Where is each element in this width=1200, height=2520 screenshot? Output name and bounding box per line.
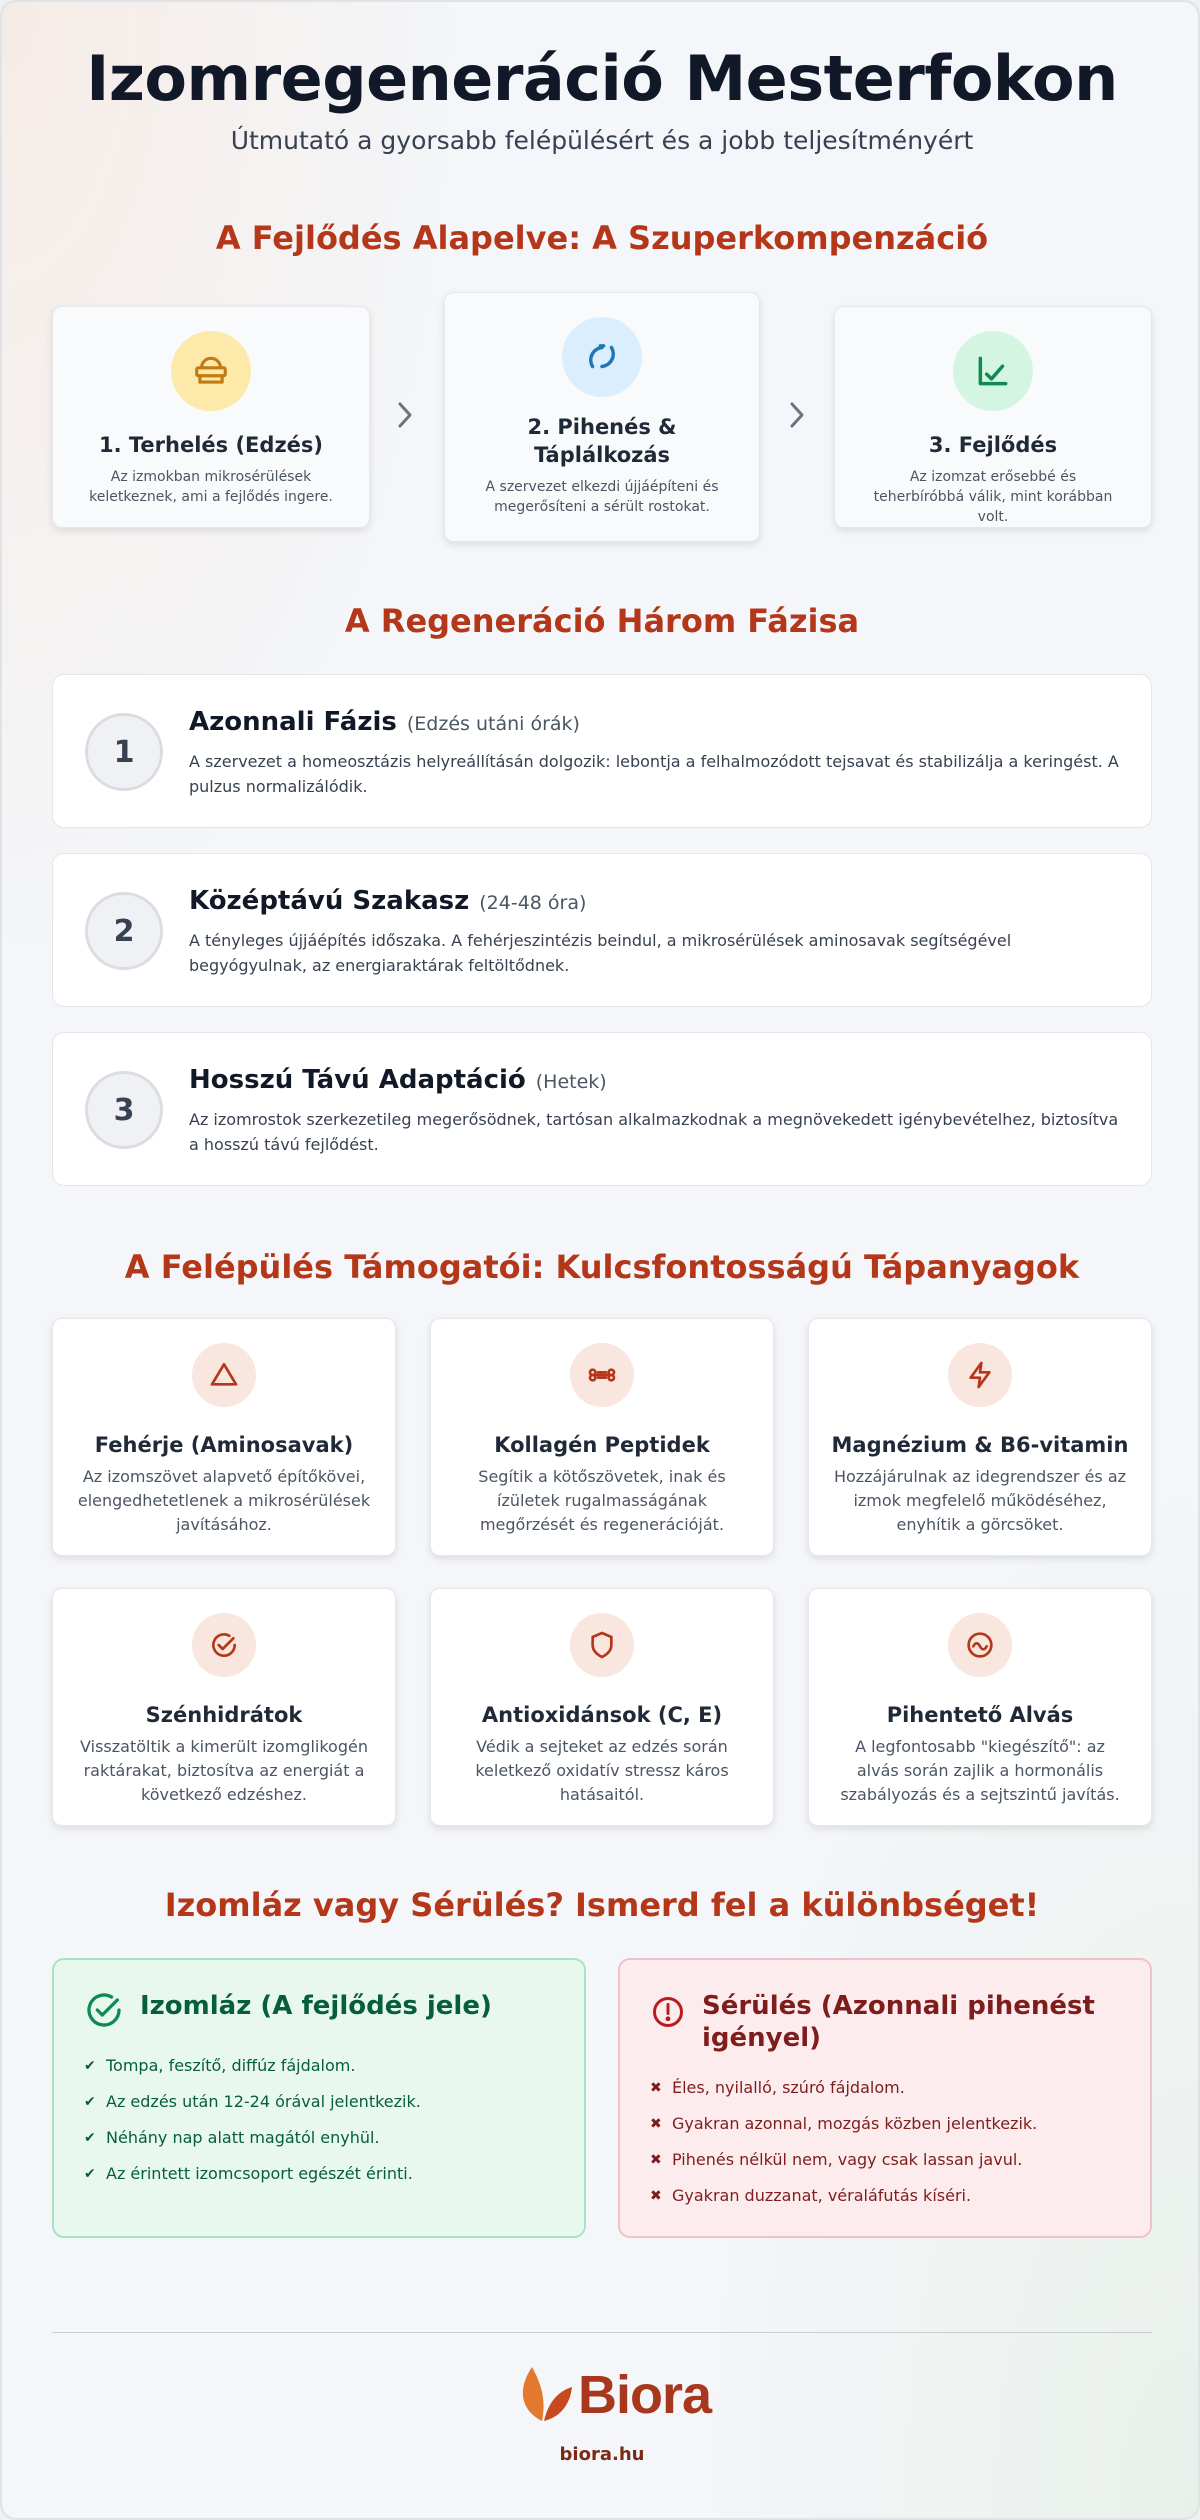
check-circle-icon — [192, 1613, 256, 1677]
phase-number: 1 — [85, 713, 163, 791]
phases-section-title: A Regeneráció Három Fázisa — [344, 602, 860, 640]
cross-mark-icon: ✖ — [650, 2188, 662, 2204]
principle-card-text: Az izomzat erősebbé és teherbíróbbá válik, mint korábban volt. — [873, 469, 1113, 525]
check-mark-icon: ✔ — [84, 2058, 96, 2074]
phase-time: (Edzés utáni órák) — [406, 713, 580, 735]
list-item: ✖ Éles, nyilalló, szúró fájdalom. — [650, 2076, 1037, 2100]
principle-card-title: 2. Pihenés & Táplálkozás — [527, 415, 677, 467]
triangle-icon — [192, 1343, 256, 1407]
growth-chart-icon — [953, 331, 1033, 411]
list-item: ✔ Az edzés után 12-24 órával jelentkezik. — [84, 2090, 421, 2114]
brand-name: Biora — [578, 2365, 712, 2425]
cross-mark-icon: ✖ — [650, 2116, 662, 2132]
phase-description: A szervezet a homeosztázis helyreállításán dolgozik: lebontja a felhalmozódott tejsavat és stabilizálja a keringést. A pulzus normalizálódik. — [189, 752, 1119, 796]
injury-title: Sérülés (Azonnali pihenést igényel) — [702, 1991, 1095, 2053]
principle-card-text: Az izmokban mikrosérülések keletkeznek, ami a fejlődés ingere. — [89, 469, 333, 505]
principle-card-text: A szervezet elkezdi újjáépíteni és megerősíteni a sérült rostokat. — [485, 479, 719, 515]
refresh-icon — [562, 317, 642, 397]
list-item: ✖ Gyakran azonnal, mozgás közben jelentkezik. — [650, 2112, 1037, 2136]
nutrients-section-title: A Felépülés Támogatói: Kulcsfontosságú Tápanyagok — [124, 1248, 1080, 1286]
list-item: ✔ Néhány nap alatt magától enyhül. — [84, 2126, 421, 2150]
nutrient-text: Hozzájárulnak az idegrendszer és az izmok megfelelő működéséhez, enyhítik a görcsöket. — [833, 1467, 1127, 1534]
list-item: ✔ Az érintett izomcsoport egészét érinti. — [84, 2162, 421, 2186]
nutrient-card-magnesium — [808, 1318, 1152, 1556]
phase-description: A tényleges újjáépítés időszaka. A fehérjeszintézis beindul, a mikrosérülések aminosavak segítségével begyógyulnak, az energiaraktárak feltöltődnek. — [189, 931, 1012, 975]
chevron-right-icon — [394, 400, 416, 434]
phase-card — [52, 853, 1152, 1007]
check-mark-icon: ✔ — [84, 2166, 96, 2182]
principle-card-title: 1. Terhelés (Edzés) — [98, 433, 324, 457]
nutrient-text: Védik a sejteket az edzés során keletkező oxidatív stressz káros hatásaitól. — [475, 1737, 729, 1804]
joint-icon — [570, 1343, 634, 1407]
nutrient-text: Az izomszövet alapvető építőkövei, elengedhetetlenek a mikrosérülések javításához. — [77, 1467, 371, 1534]
phase-name: Középtávú Szakasz — [189, 886, 470, 916]
check-circle-icon — [84, 1990, 124, 2034]
nutrient-card-protein — [52, 1318, 396, 1556]
soreness-box — [52, 1958, 586, 2238]
nutrient-card-carbs — [52, 1588, 396, 1826]
cross-mark-icon: ✖ — [650, 2080, 662, 2096]
check-mark-icon: ✔ — [84, 2130, 96, 2146]
page-title: Izomregeneráció Mesterfokon — [86, 42, 1118, 115]
phase-card — [52, 674, 1152, 828]
soreness-title: Izomláz (A fejlődés jele) — [140, 1991, 492, 2021]
injury-box — [618, 1958, 1152, 2238]
phase-name: Azonnali Fázis — [189, 707, 397, 737]
nutrient-card-antioxidants — [430, 1588, 774, 1826]
principle-card-load — [52, 306, 370, 528]
nutrient-card-collagen — [430, 1318, 774, 1556]
nutrient-title: Pihentető Alvás — [886, 1703, 1074, 1727]
check-mark-icon: ✔ — [84, 2094, 96, 2110]
shield-icon — [570, 1613, 634, 1677]
website-link[interactable]: biora.hu — [559, 2444, 645, 2465]
phase-number: 2 — [85, 892, 163, 970]
alert-circle-icon — [650, 1994, 686, 2034]
nutrient-text: Visszatöltik a kimerült izomglikogén raktárakat, biztosítva az energiát a következő edzéshez. — [80, 1737, 368, 1804]
nutrient-title: Magnézium & B6-vitamin — [831, 1433, 1129, 1457]
phase-time: (24-48 óra) — [479, 892, 587, 914]
weight-icon — [171, 331, 251, 411]
footer-divider — [52, 2332, 1152, 2333]
nutrient-text: Segítik a kötőszövetek, inak és ízületek rugalmasságának megőrzését és regenerációját. — [478, 1467, 726, 1534]
nutrient-title: Antioxidánsok (C, E) — [481, 1703, 723, 1727]
leaf-icon — [512, 2361, 574, 2429]
phase-number: 3 — [85, 1071, 163, 1149]
principle-card-title: 3. Fejlődés — [928, 433, 1058, 457]
injury-list — [650, 2076, 1037, 2220]
nutrient-card-sleep — [808, 1588, 1152, 1826]
sleep-icon — [948, 1613, 1012, 1677]
nutrient-text: A legfontosabb "kiegészítő": az alvás során zajlik a hormonális szabályozás és a sejtszintű javítás. — [840, 1737, 1120, 1804]
list-item: ✖ Gyakran duzzanat, véraláfutás kíséri. — [650, 2184, 1037, 2208]
list-item: ✖ Pihenés nélkül nem, vagy csak lassan javul. — [650, 2148, 1037, 2172]
soreness-list — [84, 2054, 421, 2198]
phase-description: Az izomrostok szerkezetileg megerősödnek, tartósan alkalmazkodnak a megnövekedett igénybevételhez, biztosítva a hosszú távú fejlődést. — [189, 1110, 1119, 1154]
page-subtitle: Útmutató a gyorsabb felépülésért és a jobb teljesítményért — [230, 126, 974, 155]
principle-card-rest — [444, 292, 760, 542]
brand-logo — [512, 2362, 712, 2428]
nutrient-title: Fehérje (Aminosavak) — [94, 1433, 354, 1457]
phase-time: (Hetek) — [535, 1071, 607, 1093]
phase-name: Hosszú Távú Adaptáció — [189, 1065, 526, 1095]
chevron-right-icon — [786, 400, 808, 434]
nutrient-title: Szénhidrátok — [145, 1703, 303, 1727]
lightning-icon — [948, 1343, 1012, 1407]
cross-mark-icon: ✖ — [650, 2152, 662, 2168]
principle-card-growth — [834, 306, 1152, 528]
phase-card — [52, 1032, 1152, 1186]
compare-section-title: Izomláz vagy Sérülés? Ismerd fel a különbséget! — [164, 1886, 1040, 1924]
nutrient-title: Kollagén Peptidek — [494, 1433, 710, 1457]
list-item: ✔ Tompa, feszítő, diffúz fájdalom. — [84, 2054, 421, 2078]
principle-section-title: A Fejlődés Alapelve: A Szuperkompenzáció — [215, 219, 989, 257]
